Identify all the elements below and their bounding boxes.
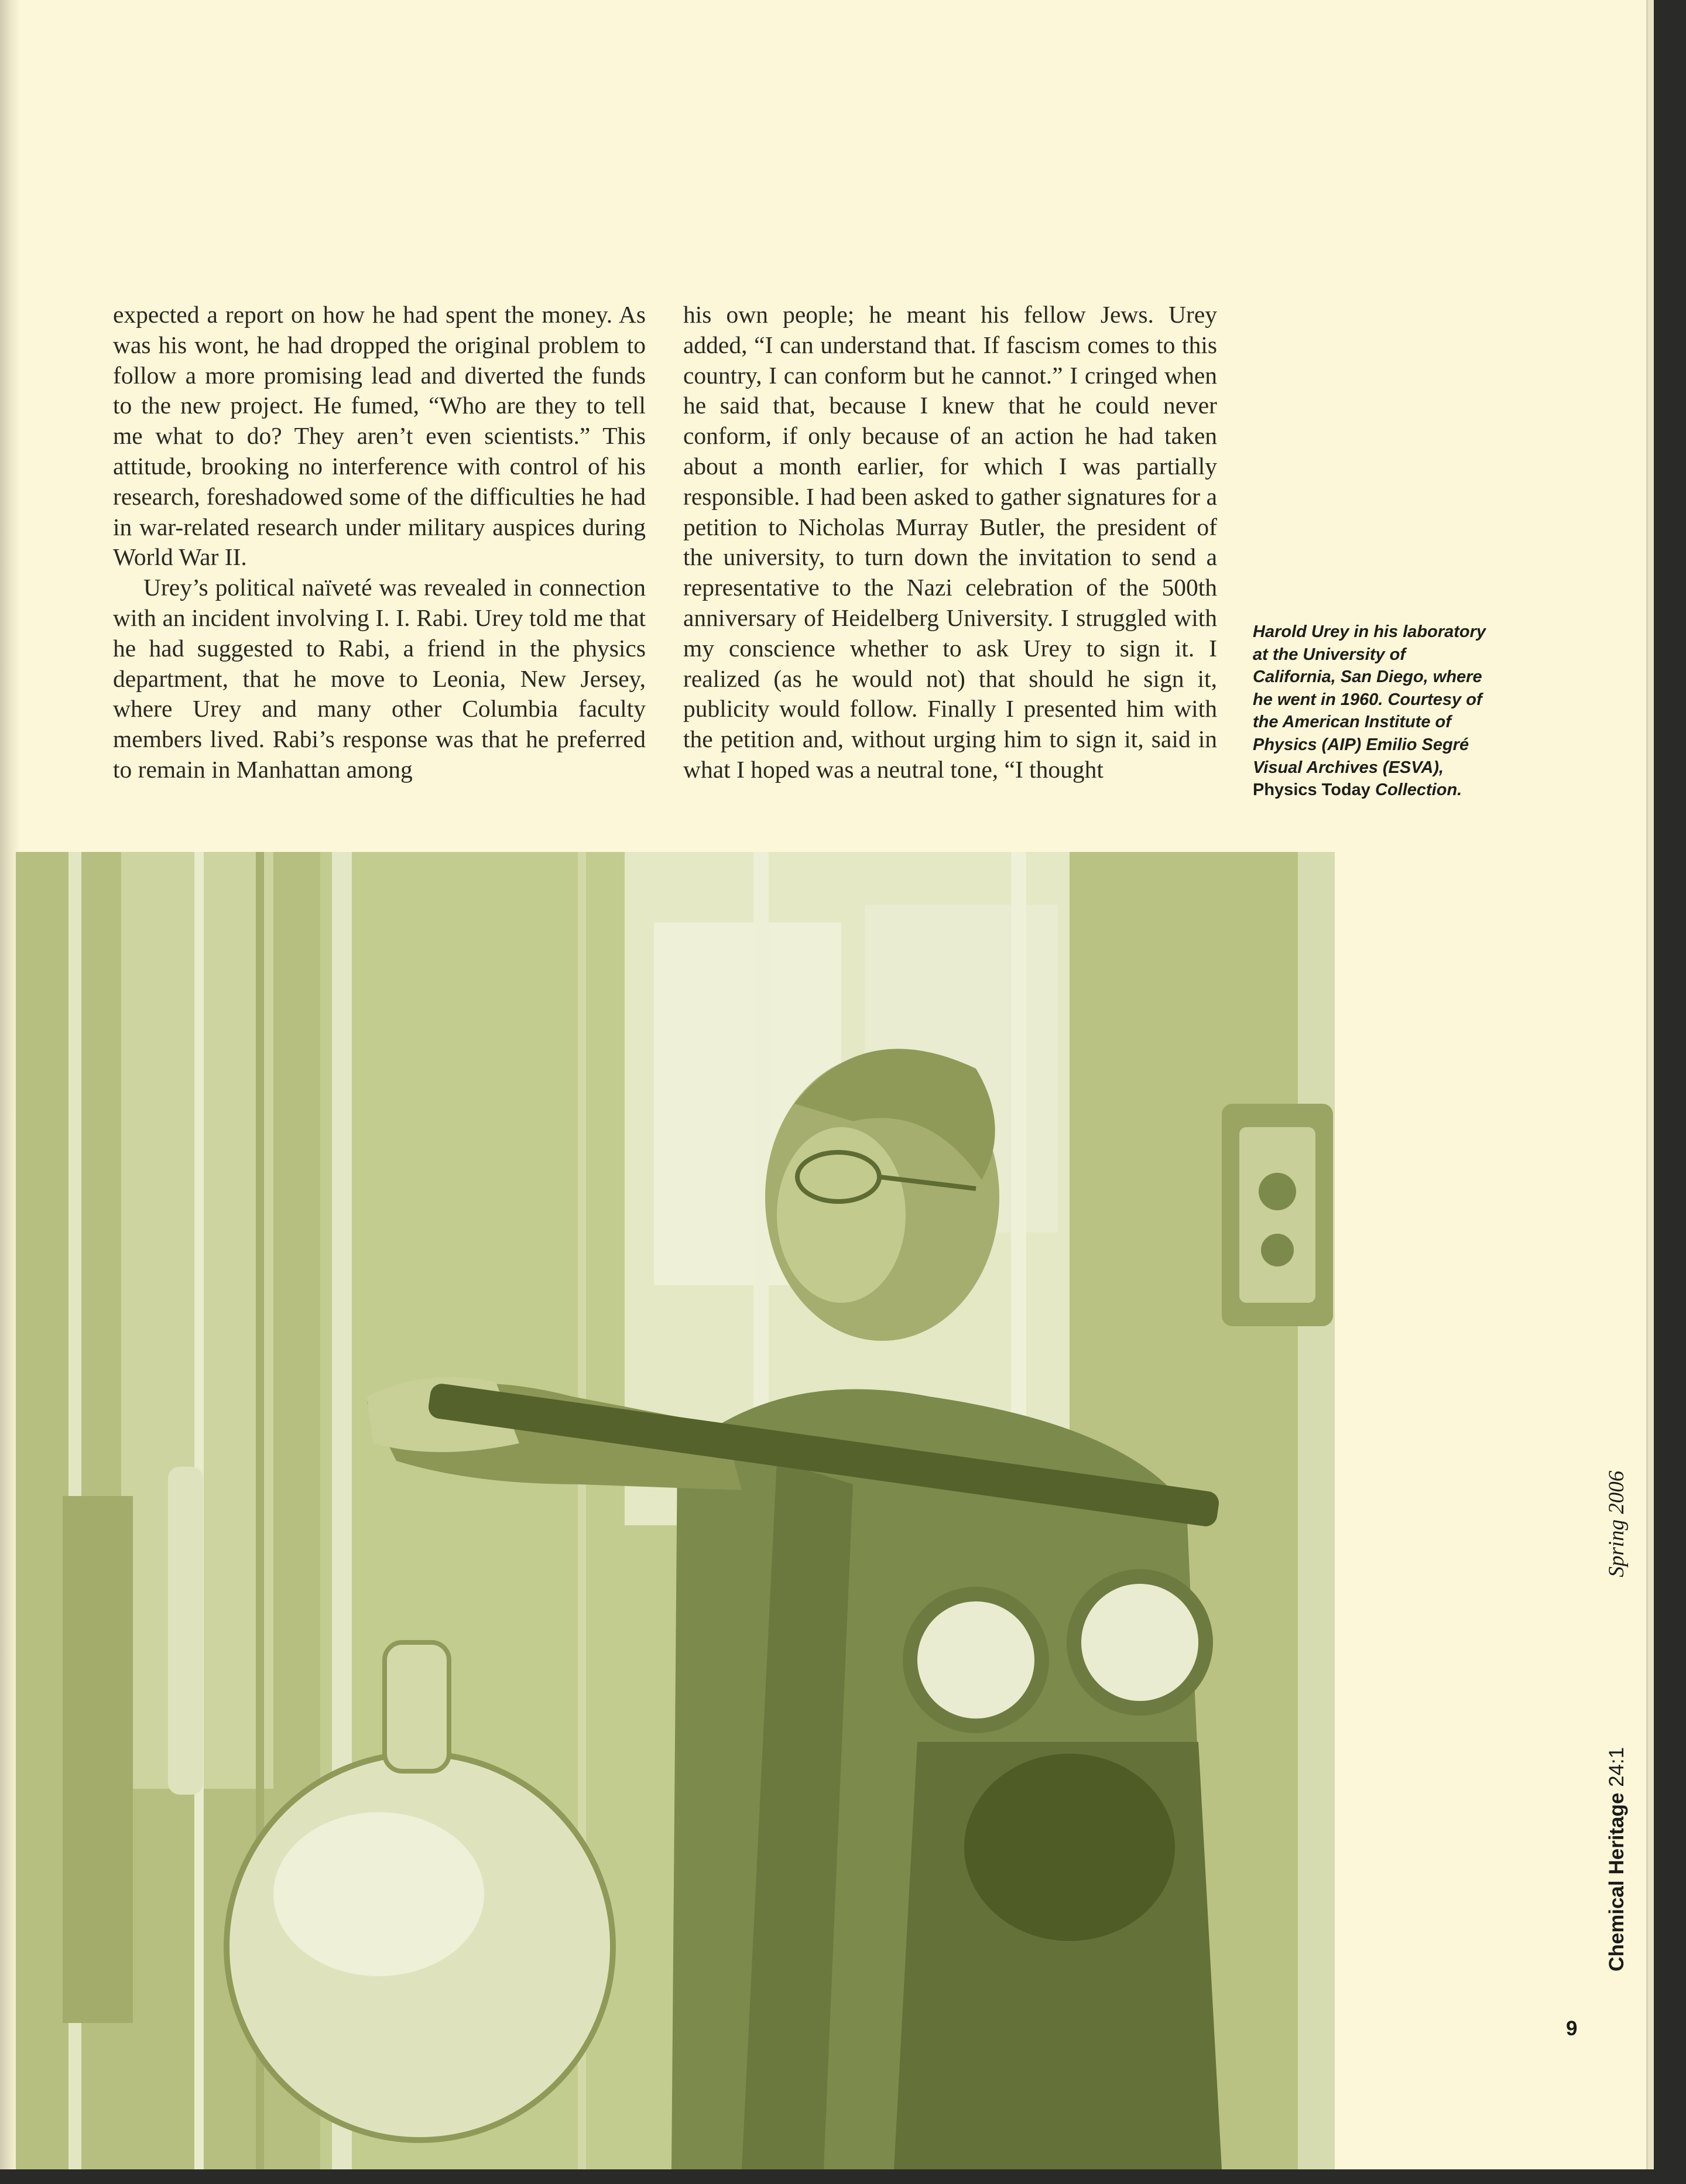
journal-title: Chemical Heritage (1605, 1792, 1628, 1971)
photo-caption (1253, 621, 1487, 802)
page-number: 9 (1566, 2017, 1578, 2040)
caption-text: Harold Urey in his laboratory at the University of California, San Diego, where he went in 1960. Courtesy of the American Institute of Physics (AIP) Emilio Segré Visual Archives (ESVA), (1253, 622, 1486, 777)
issue-season: Spring 2006 (1605, 1470, 1629, 1577)
article-column-1 (113, 300, 646, 785)
journal-volume: 24:1 (1605, 1747, 1628, 1793)
caption-collection: Collection. (1375, 781, 1462, 800)
harold-urey-laboratory-photo (16, 852, 1335, 2169)
caption-publication: Physics Today (1253, 781, 1375, 800)
article-paragraph: Urey’s political naïveté was revealed in connection with an incident involving I. I. Rabi. Urey told me that he had suggested to Rabi, a friend in the physics department, that he move to Leonia, New Jersey, where Urey and many other Columbia faculty members lived. Rabi’s response was that he preferred to remain in Manhattan among (113, 574, 646, 783)
article-paragraph: his own people; he meant his fellow Jews. Urey added, “I can understand that. If fascism comes to this country, I can conform but he cannot.” I cringed when he said that, because I knew that he could never conform, if only because of an action he had taken about a month earlier, for which I was partially responsible. I had been asked to gather signatures for a petition to Nicholas Murray Butler, the president of the university, to turn down the invitation to send a representative to the Nazi celebration of the 500th anniversary of Heidelberg University. I struggled with my conscience whether to ask Urey to sign it. I realized (as he would not) that should he sign it, publicity would follow. Finally I presented him with the petition and, without urging him to sign it, said in what I hoped was a neutral tone, “I thought (683, 301, 1217, 783)
article-paragraph: expected a report on how he had spent the money. As was his wont, he had dropped the original problem to follow a more promising lead and diverted the funds to the new project. He fumed, “Who are they to tell me what to do? They aren’t even scientists.” This attitude, brooking no interference with control of his research, foreshadowed some of the difficulties he had in war-related research under military auspices during World War II. (113, 301, 646, 571)
article-column-2 (683, 300, 1217, 785)
page-edge (1648, 0, 1654, 2169)
